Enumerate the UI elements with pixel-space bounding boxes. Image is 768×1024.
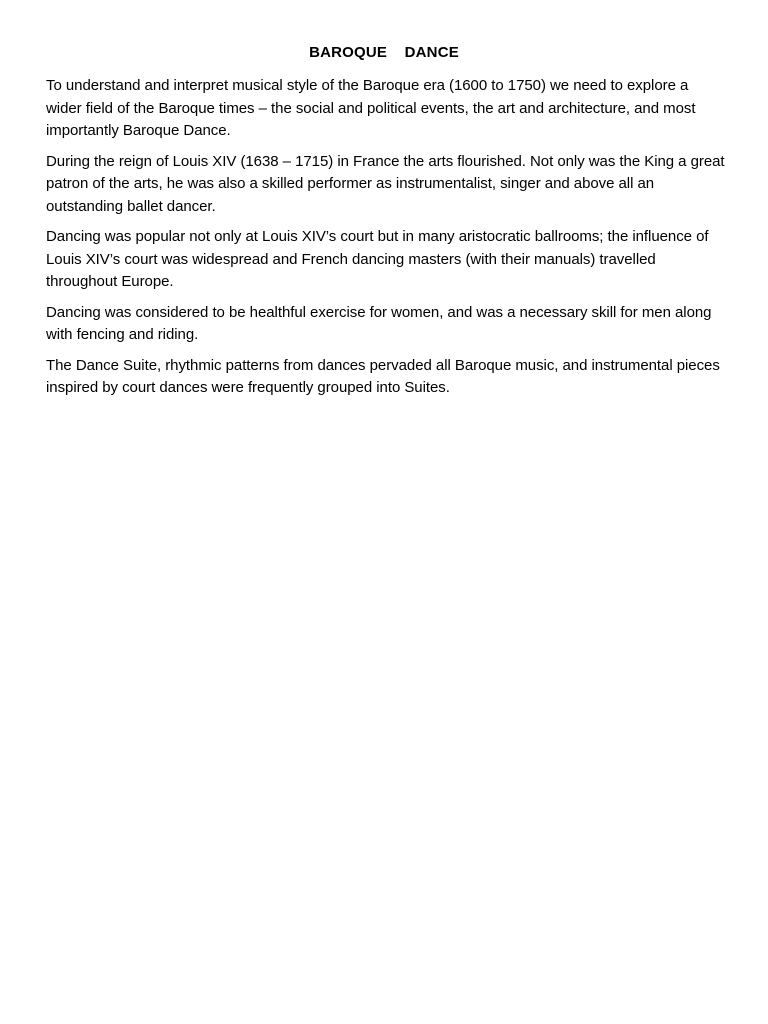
paragraph-baroque-era: To understand and interpret musical style of the Baroque era (1600 to 1750) we need to explore a wider field of the Baroque times – the social and political events, the art and architecture, and most importantly Baroque Dance. [46, 77, 696, 139]
paragraph-dancing-exercise: Dancing was considered to be healthful exercise for women, and was a necessary skill for men along with fencing and riding. [46, 303, 712, 343]
paragraph-dance-suite: The Dance Suite, rhythmic patterns from dances pervaded all Baroque music, and instrumental pieces inspired by court dances were frequently grouped into Suites. [46, 356, 720, 396]
paragraph-dancing-popularity: Dancing was popular not only at Louis XIV’s court but in many aristocratic ballrooms; the influence of Louis XIV’s court was widespread and French dancing masters (with their manuals) travelled throughout Europe. [46, 228, 709, 290]
document-body [46, 75, 726, 408]
paragraph-louis-xiv-reign: During the reign of Louis XIV (1638 – 1715) in France the arts flourished. Not only was the King a great patron of the arts, he was also a skilled performer as instrumentalist, singer and above all an outstanding ballet dancer. [46, 152, 725, 215]
document-title: BAROQUE DANCE [309, 44, 459, 61]
